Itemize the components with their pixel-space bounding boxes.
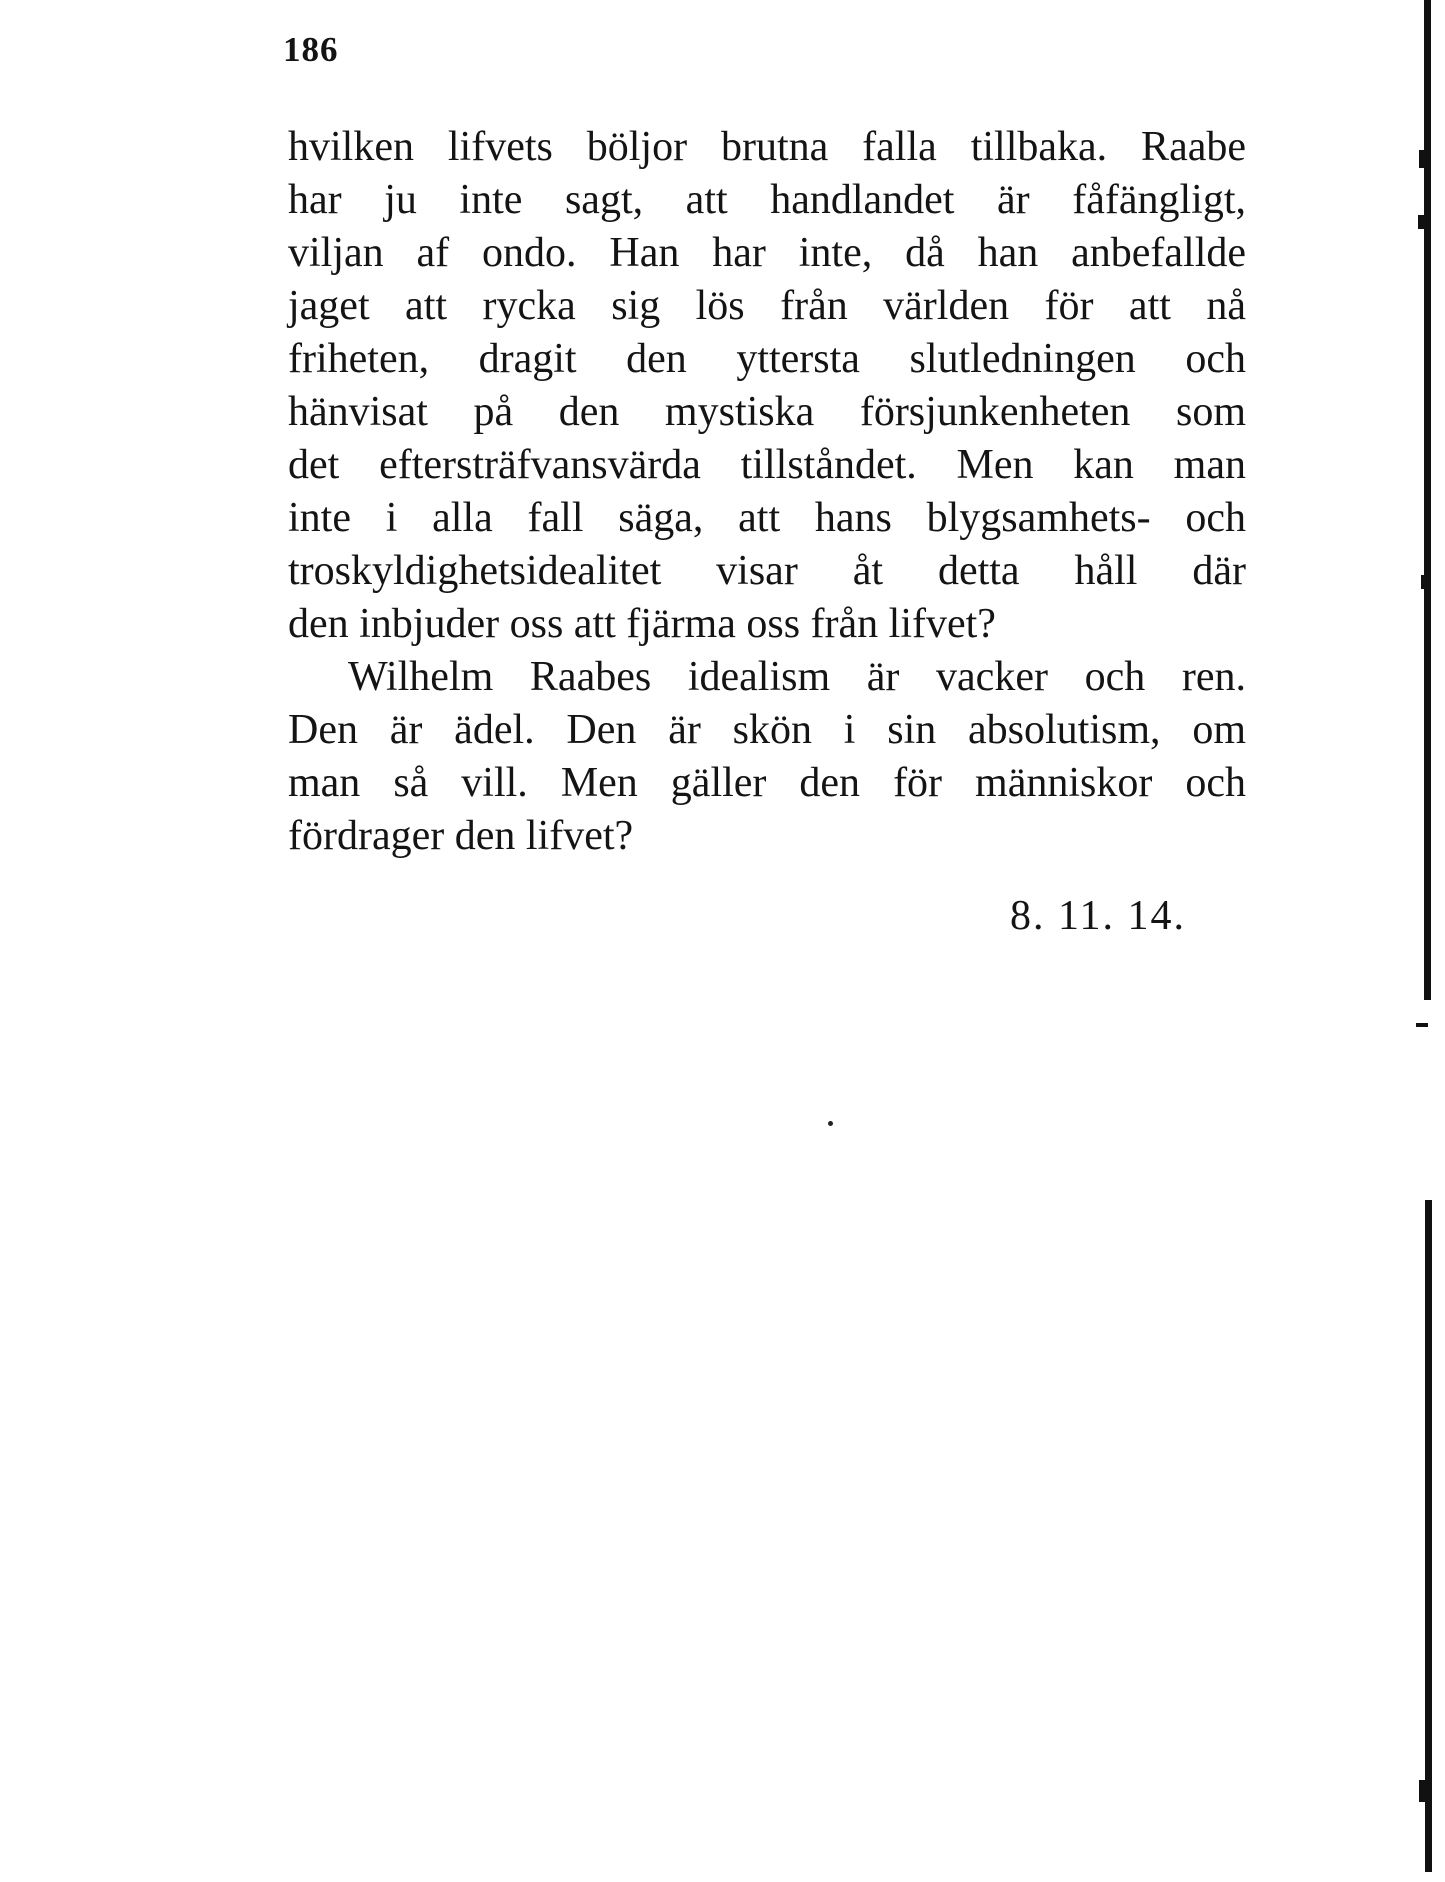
scan-edge-mark (1421, 575, 1425, 589)
paragraph-2 (288, 651, 1246, 863)
text-line: troskyldighetsidealitet visar åt detta håll där (288, 548, 1246, 594)
text-line: inte i alla fall säga, att hans blygsamhets- och (288, 495, 1246, 541)
date-signature: 8. 11. 14. (1010, 893, 1186, 939)
text-line: man så vill. Men gäller den för människor och (288, 760, 1246, 806)
scan-edge-lower (1425, 1200, 1432, 1872)
page-number: 186 (283, 30, 339, 69)
body-text (288, 121, 1246, 863)
paragraph-1 (288, 121, 1246, 651)
text-line: hvilken lifvets böljor brutna falla tillbaka. Raabe (288, 124, 1246, 170)
text-line: hänvisat på den mystiska försjunkenheten som (288, 389, 1246, 435)
text-line: viljan af ondo. Han har inte, då han anbefallde (288, 230, 1246, 276)
text-line: Wilhelm Raabes idealism är vacker och ren. (348, 654, 1246, 700)
text-line: fördrager den lifvet? (288, 813, 634, 859)
text-line: har ju inte sagt, att handlandet är fåfängligt, (288, 177, 1246, 223)
scan-edge-mark (1419, 1780, 1427, 1802)
text-line: Den är ädel. Den är skön i sin absolutism, om (288, 707, 1246, 753)
text-line: friheten, dragit den yttersta slutledningen och (288, 336, 1246, 382)
text-line: den inbjuder oss att fjärma oss från lifvet? (288, 601, 996, 647)
text-line: det eftersträfvansvärda tillståndet. Men kan man (288, 442, 1246, 488)
scan-edge-mark (1419, 150, 1425, 168)
scan-speck (828, 1121, 833, 1126)
scan-edge-mark (1416, 1023, 1428, 1027)
scan-edge-mark (1418, 215, 1426, 229)
text-line: jaget att rycka sig lös från världen för att nå (288, 283, 1246, 329)
scan-edge-upper (1424, 0, 1431, 1000)
